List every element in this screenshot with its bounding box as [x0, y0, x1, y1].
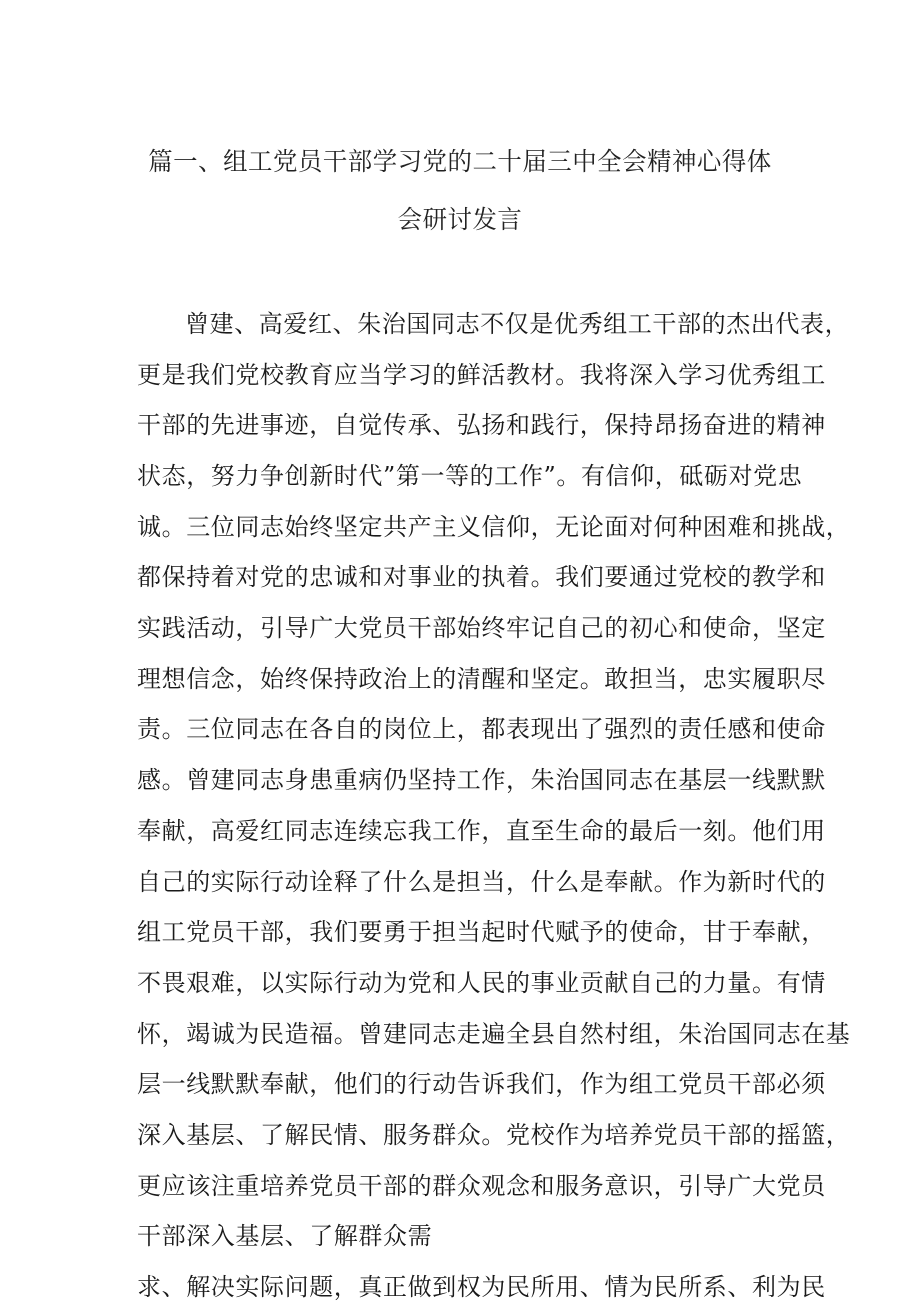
body-text-line: 更是我们党校教育应当学习的鲜活教材。我将深入学习优秀组工 [137, 360, 826, 389]
document-title-line-1: 篇一、组工党员干部学习党的二十届三中全会精神心得体 [148, 147, 772, 176]
body-text-line: 层一线默默奉献，他们的行动告诉我们，作为组工党员干部必须 [137, 1070, 826, 1099]
body-text-line: 感。曾建同志身患重病仍坚持工作，朱治国同志在基层一线默默 [137, 766, 826, 795]
body-text-line: 自己的实际行动诠释了什么是担当，什么是奉献。作为新时代的 [137, 867, 826, 896]
body-text-line: 不畏艰难，以实际行动为党和人民的事业贡献自己的力量。有情 [137, 968, 826, 997]
body-text-line: 理想信念，始终保持政治上的清醒和坚定。敢担当，忠实履职尽 [137, 664, 826, 693]
body-text-line: 深入基层、了解民情、服务群众。党校作为培养党员干部的摇篮， [137, 1120, 851, 1149]
body-text-line: 更应该注重培养党员干部的群众观念和服务意识，引导广大党员 [137, 1171, 826, 1200]
body-text-line: 状态，努力争创新时代”第一等的工作”。有信仰，砥砺对党忠 [137, 462, 803, 491]
body-text-line: 曾建、高爱红、朱治国同志不仅是优秀组工干部的杰出代表， [185, 310, 850, 338]
body-text-line: 干部深入基层、了解群众需 [137, 1222, 433, 1251]
body-text-line: 组工党员干部，我们要勇于担当起时代赋予的使命，甘于奉献， [137, 918, 826, 947]
body-text-line: 求、解决实际问题，真正做到权为民所用、情为民所系、利为民 [137, 1273, 826, 1301]
body-text-line: 诚。三位同志始终坚定共产主义信仰，无论面对何种困难和挑战， [137, 512, 851, 541]
body-text-line: 奉献，高爱红同志连续忘我工作，直至生命的最后一刻。他们用 [137, 816, 826, 845]
body-text-line: 实践活动，引导广大党员干部始终牢记自己的初心和使命，坚定 [137, 614, 826, 643]
body-text-line: 责。三位同志在各自的岗位上，都表现出了强烈的责任感和使命 [137, 715, 826, 744]
body-text-line: 都保持着对党的忠诚和对事业的执着。我们要通过党校的教学和 [137, 563, 826, 592]
body-text-line: 怀，竭诚为民造福。曾建同志走遍全县自然村组，朱治国同志在基 [137, 1019, 851, 1048]
document-title-line-2: 会研讨发言 [397, 205, 523, 234]
body-text-line: 干部的先进事迹，自觉传承、弘扬和践行，保持昂扬奋进的精神 [137, 411, 826, 440]
